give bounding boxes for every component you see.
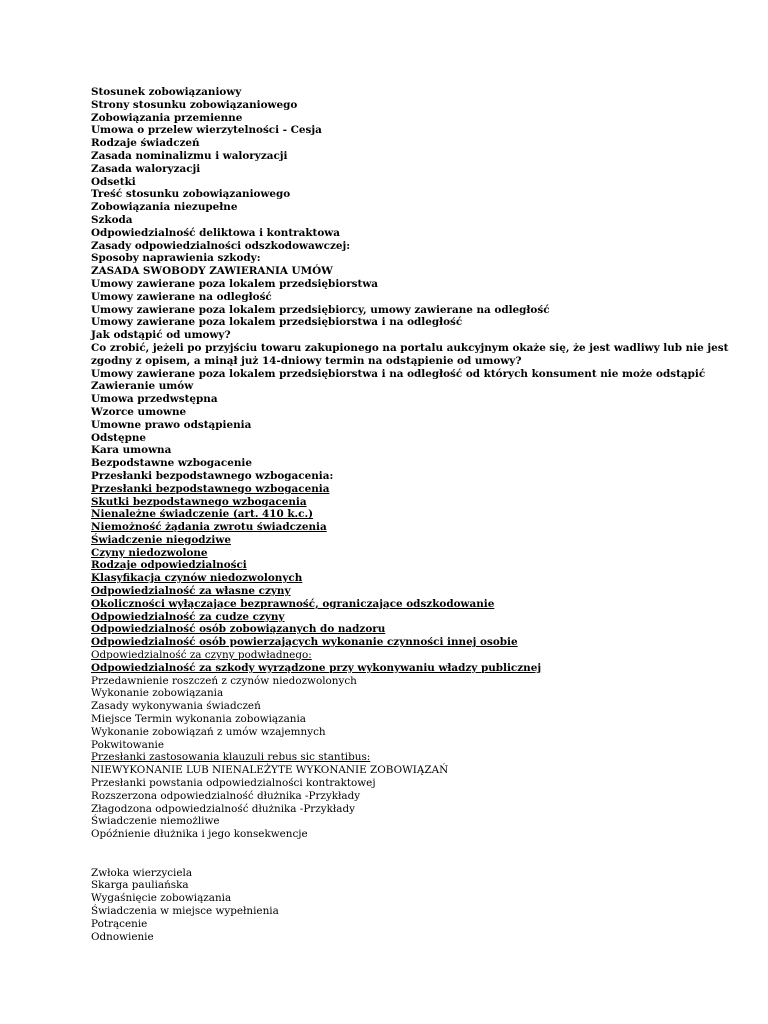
document-line: Wzorce umowne — [91, 405, 187, 418]
document-line: Wykonanie zobowiązań z umów wzajemnych — [91, 725, 326, 738]
document-line: zgodny z opisem, a minął już 14-dniowy termin na odstąpienie od umowy? — [91, 354, 522, 367]
document-line: Pokwitowanie — [91, 738, 165, 751]
document-line: Skarga pauliańska — [91, 879, 189, 892]
document-line: Przesłanki bezpodstawnego wzbogacenia: — [91, 469, 334, 482]
document-line: Nienależne świadczenie (art. 410 k.c.) — [91, 508, 314, 521]
document-line: Jak odstąpić od umowy? — [91, 329, 231, 342]
document-line: Świadczenie niegodziwe — [91, 533, 231, 546]
document-line: Bezpodstawne wzbogacenie — [91, 457, 252, 470]
document-line: Umowy zawierane poza lokalem przedsiębiorcy, umowy zawierane na odległość — [91, 303, 550, 316]
document-line: Strony stosunku zobowiązaniowego — [91, 98, 298, 111]
document-line: Odpowiedzialność za szkody wyrządzone przy wykonywaniu władzy publicznej — [91, 661, 542, 674]
document-line: Zobowiązania przemienne — [91, 111, 243, 124]
document-line: Odpowiedzialność osób zobowiązanych do nadzoru — [91, 623, 386, 636]
document-line: Umowne prawo odstąpienia — [91, 418, 252, 431]
document-line: Skutki bezpodstawnego wzbogacenia — [91, 495, 307, 508]
document-line: Umowa przedwstępna — [91, 393, 218, 406]
document-line: Potrącenie — [91, 917, 148, 930]
document-line: Okoliczności wyłączające bezprawność, ograniczające odszkodowanie — [91, 597, 495, 610]
document-line: Przesłanki zastosowania klauzuli rebus sic stantibus: — [91, 751, 371, 764]
document-line: Odstępne — [91, 431, 147, 444]
document-line: Odpowiedzialność osób powierzających wykonanie czynności innej osobie — [91, 636, 518, 649]
document-line: Rodzaje świadczeń — [91, 137, 200, 150]
document-line: Zasady odpowiedzialności odszkodowawczej: — [91, 239, 351, 252]
document-line: Przedawnienie roszczeń z czynów niedozwolonych — [91, 674, 357, 687]
document-line: Zobowiązania niezupełne — [91, 201, 238, 214]
document-line: Wykonanie zobowiązania — [91, 687, 224, 700]
document-line: NIEWYKONANIE LUB NIENALEŻYTE WYKONANIE ZOBOWIĄZAŃ — [91, 764, 449, 777]
blank-line — [91, 841, 691, 854]
document-line: Świadczenia w miejsce wypełnienia — [91, 905, 279, 917]
document-line: Sposoby naprawienia szkody: — [91, 252, 261, 265]
document-line: Wygaśnięcie zobowiązania — [91, 892, 232, 905]
document-line: Stosunek zobowiązaniowy — [91, 86, 242, 98]
document-line: Złagodzona odpowiedzialność dłużnika -Przykłady — [91, 802, 356, 815]
document-line: Przesłanki powstania odpowiedzialności kontraktowej — [91, 777, 376, 790]
document-line: Szkoda — [91, 213, 133, 226]
document-line: Czyny niedozwolone — [91, 546, 208, 559]
document-line: Odsetki — [91, 175, 136, 188]
document-line: Umowy zawierane na odległość — [91, 290, 272, 303]
document-line: Co zrobić, jeżeli po przyjściu towaru zakupionego na portalu aukcyjnym okaże się, że jest wadliwy lub nie jest — [91, 341, 729, 354]
document-line: Odpowiedzialność za własne czyny — [91, 585, 291, 598]
document-line: Świadczenie niemożliwe — [91, 815, 220, 828]
document-line: Zawieranie umów — [91, 380, 194, 393]
document-line: Klasyfikacja czynów niedozwolonych — [91, 572, 303, 585]
document-line: Miejsce Termin wykonania zobowiązania — [91, 713, 306, 726]
document-line: Treść stosunku zobowiązaniowego — [91, 188, 291, 201]
blank-line — [91, 854, 691, 867]
document-line: Niemożność żądania zwrotu świadczenia — [91, 521, 327, 534]
document-line: Odpowiedzialność deliktowa i kontraktowa — [91, 226, 340, 239]
document-line: Odnowienie — [91, 930, 154, 943]
document-line: Umowy zawierane poza lokalem przedsiębiorstwa i na odległość — [91, 316, 463, 329]
document-line: Rozszerzona odpowiedzialność dłużnika -Przykłady — [91, 789, 361, 802]
document-line: Przesłanki bezpodstawnego wzbogacenia — [91, 482, 330, 495]
document-line: Zasada nominalizmu i waloryzacji — [91, 149, 288, 162]
document-line: Rodzaje odpowiedzialności — [91, 559, 247, 572]
document-line: Umowy zawierane poza lokalem przedsiębiorstwa i na odległość od których konsument nie może odstąpić — [91, 367, 706, 380]
document-line: ZASADA SWOBODY ZAWIERANIA UMÓW — [91, 265, 333, 278]
document-line: Odpowiedzialność za cudze czyny — [91, 610, 285, 623]
document-line: Zasady wykonywania świadczeń — [91, 700, 261, 713]
document-body — [91, 86, 729, 943]
document-line: Zasada waloryzacji — [91, 162, 201, 175]
document-line: Zwłoka wierzyciela — [91, 866, 193, 879]
document-line: Umowy zawierane poza lokalem przedsiębiorstwa — [91, 277, 379, 290]
document-line: Odpowiedzialność za czyny podwładnego: — [91, 649, 312, 662]
document-line: Kara umowna — [91, 444, 172, 457]
document-line: Opóźnienie dłużnika i jego konsekwencje — [91, 828, 308, 841]
document-line: Umowa o przelew wierzytelności - Cesja — [91, 124, 322, 137]
